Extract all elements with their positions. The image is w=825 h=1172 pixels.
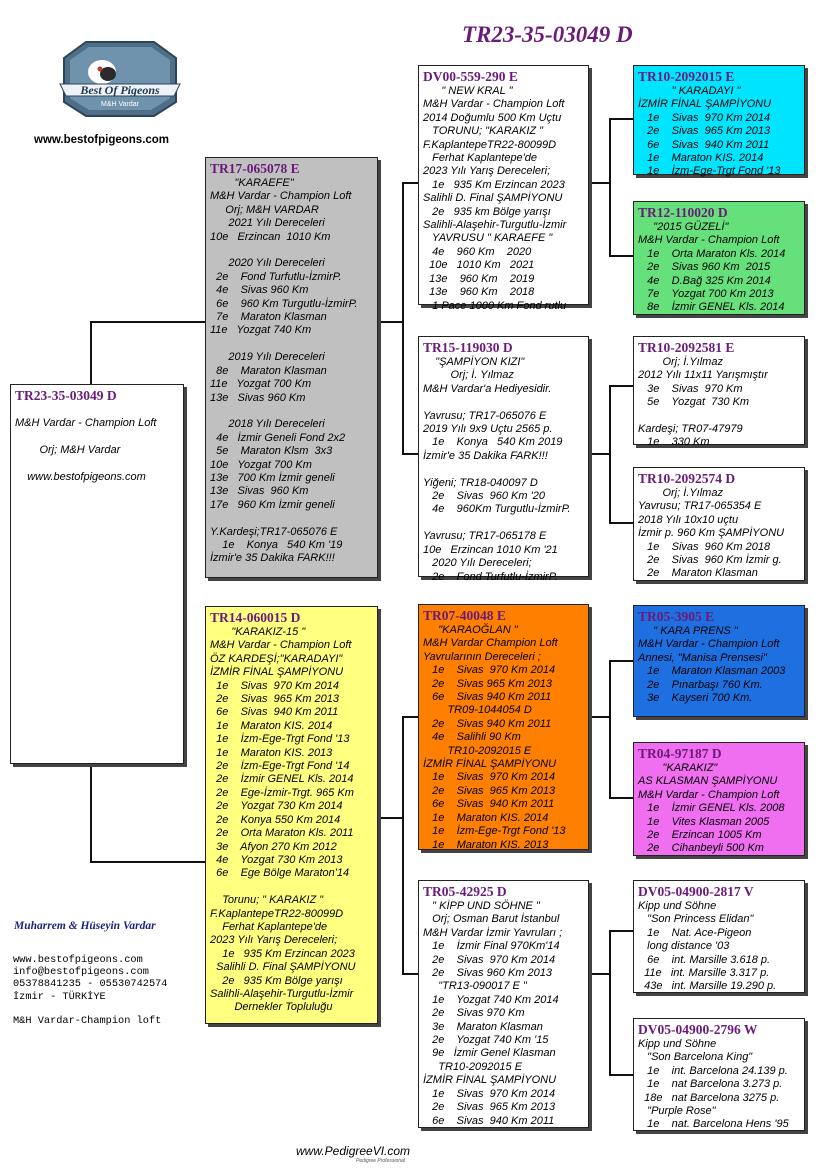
connector-line — [589, 453, 610, 455]
result-line: 2e Erzincan 1005 Km — [638, 829, 762, 842]
ring-number: TR12-110020 D — [638, 205, 728, 220]
result-line: 2e Cihanbeyli 500 Km — [638, 842, 764, 855]
ring-number: TR04-97187 D — [638, 746, 722, 761]
result-line: 1e Maraton KIS. 2014 — [423, 811, 549, 824]
connector-line — [609, 522, 633, 524]
pigeon-card-ssd — [633, 201, 805, 315]
result-line: 1e Sivas 970 Km 2014 — [638, 111, 771, 124]
result-line — [423, 463, 584, 476]
result-line: 11e int. Marsille 3.317 p. — [638, 967, 770, 980]
result-line: 4e 960Km Turgutlu-İzmirP. — [423, 503, 571, 516]
result-line — [210, 405, 373, 418]
connector-line — [90, 321, 92, 385]
result-line: 1e 330 Km — [638, 436, 710, 449]
result-line: 2023 Yılı Yarış Dereceleri; — [210, 934, 338, 947]
result-line: M&H Vardar - Champion Loft — [210, 190, 352, 203]
result-line: 1e İzmir GENEL Kls. 2008 — [638, 802, 785, 815]
pigeon-card-dam-sire — [418, 604, 589, 850]
result-line: 2e Sivas 965 Km 2013 — [210, 693, 340, 706]
connector-line — [609, 118, 611, 256]
result-line: 43e int. Marsille 19.290 p. — [638, 980, 777, 993]
result-line — [423, 396, 584, 409]
logo — [56, 38, 184, 118]
result-line: 13e Sivas 960 Km — [210, 485, 309, 498]
contact-block — [13, 954, 167, 1027]
ring-number: TR05-3905 E — [638, 609, 715, 624]
result-line: İzmir'e 35 Dakika FARK!!! — [423, 449, 548, 462]
race-results — [638, 900, 800, 994]
result-line — [15, 404, 179, 417]
result-line: 6e Sivas 940 Km 2011 — [423, 691, 552, 704]
result-line: 1e Vites Klasman 2005 — [638, 815, 770, 828]
result-line: M&H Vardar - Champion Loft — [210, 639, 352, 652]
result-line: Salihli-Alaşehir-Turgutlu-İzmir — [210, 987, 354, 1000]
result-line: Ferhat Kaplantepe'de — [210, 920, 328, 933]
result-line: 4e Salihli 90 Km — [423, 731, 521, 744]
race-results — [423, 85, 584, 313]
result-line: TR09-1044054 D — [423, 704, 532, 717]
race-results — [15, 404, 179, 484]
result-line: 2e Pınarbaşı 760 Km. — [638, 678, 763, 691]
result-line: 2e 935 Km Bölge yarışı — [210, 974, 343, 987]
result-line: 6e Sivas 940 Km 2011 — [423, 1114, 555, 1127]
connector-line — [609, 385, 633, 387]
result-line: İZMİR FİNAL ŞAMPİYONU — [210, 666, 344, 679]
result-line: 2e Sivas 960 Km İzmir g. — [638, 554, 782, 567]
contact-line[interactable]: www.bestofpigeons.com — [13, 954, 143, 966]
result-line — [15, 458, 179, 471]
ring-number: TR15-119030 D — [423, 340, 513, 355]
result-line: 1 Pace 1000 Km Fond rutlu — [423, 299, 567, 312]
result-line: 1e int. Barcelona 24.139 p. — [638, 1064, 788, 1077]
result-line: " NEW KRAL " — [423, 85, 513, 97]
result-line: 2e Sivas 970 Km — [423, 1007, 525, 1020]
result-line — [210, 881, 373, 894]
connector-line — [402, 453, 418, 455]
race-results — [638, 356, 800, 450]
connector-line — [609, 660, 633, 662]
result-line: 6e 960 Km Turgutlu-İzmirP. — [210, 297, 358, 310]
result-line: 13e Sivas 960 Km — [210, 391, 306, 404]
result-line: " KARADAYI " — [638, 85, 741, 97]
result-line: 11e Yozgat 700 Km — [210, 378, 312, 391]
result-line: Salihli D. Final ŞAMPİYONU — [210, 961, 356, 974]
result-line: 1e Orta Maraton Kls. 2014 — [638, 247, 786, 260]
result-line: 2e Sivas 960 Km 2013 — [423, 967, 553, 980]
pigeon-card-dam — [205, 606, 378, 1024]
result-line: 1e Konya 540 Km '19 — [210, 538, 343, 551]
result-line: İZMİR FİNAL ŞAMPİYONU — [423, 758, 557, 771]
result-line: Annesi, "Manisa Prensesi" — [638, 651, 767, 664]
result-line: 13e 960 Km 2019 — [423, 272, 535, 285]
result-line: M&H Vardar İzmir Yavruları ; — [423, 926, 563, 939]
result-line: 4e Sivas 960 Km — [210, 284, 309, 297]
result-line: 2019 Yılı 9x9 Uçtu 2565 p. — [423, 423, 553, 436]
pigeon-logo-icon — [56, 38, 184, 118]
result-line: "KARAEFE" — [210, 177, 294, 189]
result-line: Yavrusu; TR17-065178 E — [423, 530, 547, 543]
result-line: 2e Sivas 960 Km '20 — [423, 490, 545, 503]
result-line — [210, 512, 373, 525]
result-line — [15, 431, 179, 444]
result-line: F.KaplantepeTR22-80099D — [423, 138, 557, 151]
result-line: Y.Kardeşi;TR17-065076 E — [210, 525, 338, 538]
result-line: İZMİR FİNAL ŞAMPİYONU — [423, 1074, 557, 1087]
ring-number: TR17-065078 E — [210, 161, 300, 176]
result-line: 13e 700 Km İzmir geneli — [210, 471, 335, 484]
connector-line — [589, 973, 610, 975]
result-line: 1e Konya 540 Km 2019 — [423, 436, 563, 449]
result-line: Yiğeni; TR18-040097 D — [423, 476, 538, 489]
result-line: "KARAKIZ" — [638, 762, 718, 774]
ring-number: DV05-04900-2796 W — [638, 1022, 758, 1037]
pigeon-card-sire-dam — [418, 336, 589, 583]
result-line: 2e Konya 550 Km 2014 — [210, 813, 341, 826]
result-line: www.bestofpigeons.com — [15, 471, 146, 484]
result-line: 1e 935 Km Erzincan 2023 — [423, 178, 565, 191]
result-line: 2018 Yılı 10x10 uçtu — [638, 513, 739, 526]
race-results — [638, 625, 800, 705]
contact-line: 05378841235 - 05530742574 — [13, 978, 168, 991]
pigeon-card-sire-sire — [418, 65, 589, 312]
pigeon-card-sire — [205, 157, 378, 578]
result-line: 4e 960 Km 2020 — [423, 245, 532, 258]
result-line: Torunu; " KARAKIZ " — [210, 894, 324, 907]
result-line: 1e Yozgat 740 Km 2014 — [423, 993, 559, 1006]
result-line: M&H Vardar - Champion Loft — [423, 98, 565, 111]
result-line: 2012 Yılı 11x11 Yarışmıştır — [638, 369, 768, 382]
pigeon-card-ddd — [633, 1018, 805, 1131]
connector-line — [402, 182, 418, 184]
result-line: 2e Sivas 960 Km 2015 — [638, 261, 771, 274]
result-line: 10e Erzincan 1010 Km '21 — [423, 543, 558, 556]
connector-line — [609, 660, 611, 798]
result-line: 6e int. Marsille 3.618 p. — [638, 953, 771, 966]
result-line: 6e Ege Bölge Maraton'14 — [210, 867, 350, 880]
result-line: 2e 935 km Bölge yarışı — [423, 205, 551, 218]
result-line: İzmir p. 960 Km ŞAMPİYONU — [638, 527, 785, 540]
result-line: 1e Maraton KIS. 2014 — [210, 719, 333, 732]
race-results — [638, 85, 800, 179]
result-line: Kardeşi; TR07-47979 — [638, 423, 743, 436]
result-line: İzmir'e 35 Dakika FARK!!! — [210, 552, 335, 565]
result-line: 1e 935 Km Erzincan 2023 — [210, 947, 355, 960]
connector-line — [90, 321, 205, 323]
result-line: "KARAKIZ-15 " — [210, 626, 306, 638]
result-line: M&H Vardar - Champion Loft — [15, 417, 157, 430]
connector-line — [609, 255, 633, 257]
result-line: M&H Vardar - Champion Loft — [638, 638, 780, 651]
result-line: Yavrularının Dereceleri ; — [423, 650, 541, 663]
ring-number: TR05-42925 D — [423, 884, 507, 899]
result-line: İZMİR FİNAL ŞAMPİYONU — [638, 98, 772, 111]
ring-number: TR14-060015 D — [210, 610, 301, 625]
result-line: Orj; İ.Yılmaz — [638, 487, 723, 499]
race-results — [210, 626, 373, 1015]
result-line: 1e Maraton KIS. 2014 — [638, 152, 764, 165]
result-line: 2e İzm-Ege-Trgt Fond '14 — [210, 760, 350, 773]
result-line: 2e Ege-İzmir-Trgt. 965 Km — [210, 786, 354, 799]
connector-line — [609, 385, 611, 523]
result-line: "Purple Rose" — [638, 1105, 716, 1118]
result-line: 1e Sivas 970 Km 2014 — [423, 664, 556, 677]
result-line: 1e İzm-Ege-Trgt Fond '13 — [423, 825, 566, 838]
connector-line — [402, 182, 404, 454]
footer-brand[interactable] — [296, 1144, 410, 1164]
contact-line: İzmir - TÜRKİYE — [13, 990, 106, 1003]
result-line: 3e Sivas 970 Km — [638, 382, 743, 395]
result-line: 2e Fond Turfutlu-İzmirP. — [210, 270, 342, 283]
result-line: Yavrusu; TR17-065354 E — [638, 500, 762, 513]
result-line: Salihli-Alaşehir-Turgutlu-İzmir — [423, 219, 567, 232]
pigeon-card-dam-dam — [418, 880, 589, 1128]
pigeon-card-sds — [633, 336, 805, 449]
result-line: "2015 GÜZELİ" — [638, 221, 729, 233]
connector-line — [609, 797, 633, 799]
result-line: 2e Yozgat 740 Km '15 — [423, 1034, 549, 1047]
result-line: 2e Orta Maraton Kls. 2011 — [210, 827, 354, 840]
result-line: long distance '03 — [638, 940, 730, 953]
result-line: Dernekler Topluluğu — [210, 1001, 333, 1014]
result-line: 2e Sivas 965 Km 2013 — [423, 677, 553, 690]
result-line: 3e Maraton Klasman — [423, 1020, 543, 1033]
result-line: 5e Maraton Klsm 3x3 — [210, 445, 333, 458]
logo-website[interactable]: www.bestofpigeons.com — [34, 134, 170, 146]
connector-line — [402, 973, 418, 975]
result-line: 1e Sivas 970 Km 2014 — [423, 771, 556, 784]
result-line: 1e Nat. Ace-Pigeon — [638, 926, 752, 939]
ring-number: DV05-04900-2817 V — [638, 884, 754, 899]
result-line: "KARAOĞLAN " — [423, 624, 518, 636]
result-line: Kipp und Söhne — [638, 900, 717, 912]
result-line: Kipp und Söhne — [638, 1038, 717, 1050]
result-line: Salihli D. Final ŞAMPİYONU — [423, 192, 563, 205]
footer-tagline: Pedigree Professional — [356, 1158, 405, 1164]
result-line: 6e Sivas 940 Km 2011 — [423, 798, 555, 811]
result-line: AS KLASMAN ŞAMPİYONU — [638, 775, 778, 788]
result-line: 8e İzmir GENEL Kls. 2014 — [638, 301, 785, 314]
result-line: M&H Vardar - Champion Loft — [638, 234, 780, 247]
result-line: "Son Barcelona King" — [638, 1051, 753, 1064]
result-line: 1e Sivas 970 Km 2014 — [423, 1087, 556, 1100]
result-line: 2e Sivas 970 Km 2014 — [423, 953, 556, 966]
result-line: YAVRUSU " KARAEFE " — [423, 232, 553, 245]
result-line: 1e nat. Barcelona Hens '95 — [638, 1118, 789, 1131]
result-line: 2e Sivas 940 Km 2011 — [423, 717, 552, 730]
result-line — [210, 244, 373, 257]
contact-line — [13, 1003, 167, 1015]
footer-brand-text: www.PedigreeVI.com — [296, 1144, 411, 1158]
ring-number: TR10-2092574 D — [638, 471, 736, 486]
race-results — [423, 356, 584, 584]
result-line: 2020 Yılı Dereceleri; — [423, 557, 532, 570]
ring-number: TR10-2092015 E — [638, 69, 735, 84]
result-line: Orj; M&H Vardar — [15, 444, 121, 457]
result-line: " KARA PRENS " — [638, 625, 738, 637]
race-results — [638, 221, 800, 315]
logo-sub-text: M&H Vardar — [101, 101, 139, 108]
result-line: TR10-2092015 E — [423, 1060, 523, 1073]
connector-line — [402, 716, 418, 718]
pigeon-card-dds — [633, 880, 805, 993]
connector-line — [90, 861, 205, 863]
pigeon-card-dsd — [633, 742, 805, 856]
result-line: 11e Yozgat 740 Km — [210, 324, 312, 337]
result-line: 2e İzmir GENEL Kls. 2014 — [210, 773, 354, 786]
connector-line — [378, 817, 403, 819]
result-line: 6e Sivas 940 Km 2011 — [210, 706, 339, 719]
contact-line[interactable]: info@bestofpigeons.com — [13, 966, 149, 979]
result-line: F.KaplantepeTR22-80099D — [210, 907, 344, 920]
result-line: 2e Sivas 965 Km 2013 — [423, 1101, 556, 1114]
result-line: 2023 Yılı Yarış Dereceleri; — [423, 165, 551, 178]
result-line — [423, 517, 584, 530]
result-line: Orj; İ.Yılmaz — [638, 356, 723, 368]
connector-line — [609, 930, 633, 932]
result-line: 2018 Yılı Dereceleri — [210, 418, 325, 431]
result-line: Orj; M&H VARDAR — [210, 203, 319, 216]
result-line: 2020 Yılı Dereceleri — [210, 257, 325, 270]
ring-number: TR07-40048 E — [423, 608, 506, 623]
result-line: Orj; İ. Yılmaz — [423, 369, 514, 382]
result-line: M&H Vardar'a Hediyesidir. — [423, 382, 552, 395]
race-results — [638, 762, 800, 856]
pigeon-card-sss — [633, 65, 805, 178]
result-line: 2019 Yılı Dereceleri — [210, 351, 325, 364]
page-title: TR23-35-03049 D — [462, 22, 633, 47]
result-line: M&H Vardar - Champion Loft — [638, 788, 780, 801]
logo-main-text: Best Of Pigeons — [80, 83, 160, 97]
result-line: 1e nat Barcelona 3.273 p. — [638, 1078, 783, 1091]
result-line: " KİPP UND SÖHNE " — [423, 900, 540, 912]
result-line: 2e Maraton Klasman — [638, 567, 758, 580]
result-line: 6e Sivas 940 Km 2011 — [638, 138, 770, 151]
result-line: ÖZ KARDEŞİ;"KARADAYI" — [210, 652, 343, 665]
result-line — [210, 338, 373, 351]
connector-line — [609, 118, 633, 120]
result-line: 1e Sivas 970 Km 2014 — [210, 679, 340, 692]
result-line: 10e Yozgat 700 Km — [210, 458, 312, 471]
connector-line — [609, 930, 611, 1075]
pigeon-card-sdd — [633, 467, 805, 581]
result-line: TR10-2092015 E — [423, 744, 532, 757]
result-line: 1e Maraton KIS. 2013 — [210, 746, 333, 759]
result-line: 10e Erzincan 1010 Km — [210, 230, 331, 243]
result-line: 1e İzm-Ege-Trgt Fond '13 — [210, 733, 350, 746]
ring-number: DV00-559-290 E — [423, 69, 518, 84]
connector-line — [402, 716, 404, 974]
pigeon-card-subject — [10, 384, 184, 764]
result-line: Ferhat Kaplantepe'de — [423, 152, 538, 165]
result-line: 1e Maraton KIS. 2013 — [423, 838, 549, 851]
result-line: 17e 960 Km İzmir geneli — [210, 498, 335, 511]
result-line: Orj; Osman Barut İstanbul — [423, 913, 560, 926]
result-line: "Son Princess Elidan" — [638, 913, 754, 926]
race-results — [423, 624, 584, 852]
result-line: Yavrusu; TR17-065076 E — [423, 409, 547, 422]
result-line: 10e 1010 Km 2021 — [423, 259, 535, 272]
result-line: 2e Sivas 965 Km 2013 — [423, 784, 556, 797]
pigeon-card-dss — [633, 605, 805, 717]
result-line: 4e D.Bağ 325 Km 2014 — [638, 274, 771, 287]
result-line: M&H Vardar Champion Loft — [423, 637, 558, 650]
result-line: 4e Yozgat 730 Km 2013 — [210, 853, 343, 866]
result-line: 7e Yozgat 700 Km 2013 — [638, 288, 774, 301]
contact-line: M&H Vardar-Champion loft — [13, 1015, 162, 1028]
result-line: 7e Maraton Klasman — [210, 311, 327, 324]
ring-number: TR10-2092581 E — [638, 340, 735, 355]
race-results — [210, 177, 373, 566]
result-line: 3e Afyon 270 Km 2012 — [210, 840, 337, 853]
result-line: 2021 Yılı Dereceleri — [210, 217, 325, 230]
race-results — [423, 900, 584, 1128]
result-line: "ŞAMPİYON KIZI" — [423, 356, 525, 368]
result-line: 1e Maraton Klasman 2003 — [638, 665, 786, 678]
connector-line — [589, 716, 610, 718]
result-line: 1e Sivas 960 Km 2018 — [638, 540, 771, 553]
result-line: 2e Fond Turfutlu-İzmirP. — [423, 570, 558, 583]
connector-line — [589, 182, 610, 184]
result-line — [638, 410, 800, 423]
connector-line — [90, 760, 92, 862]
result-line: 2014 Doğumlu 500 Km Uçtu — [423, 111, 562, 124]
race-results — [638, 1038, 800, 1132]
result-line: 5e Yozgat 730 Km — [638, 396, 750, 409]
ring-number: TR23-35-03049 D — [15, 388, 117, 403]
result-line: "TR13-090017 E " — [423, 980, 527, 993]
result-line: 9e İzmir Genel Klasman — [423, 1047, 556, 1060]
result-line: 1e İzm-Ege-Trgt Fond '13 — [638, 165, 781, 178]
result-line: 2e Yozgat 730 Km 2014 — [210, 800, 343, 813]
result-line: 4e İzmir Geneli Fond 2x2 — [210, 431, 346, 444]
result-line: 1e İzmir Final 970Km'14 — [423, 940, 560, 953]
result-line: 18e nat Barcelona 3275 p. — [638, 1091, 780, 1104]
result-line: 2e Sivas 965 Km 2013 — [638, 125, 771, 138]
owner-name: Muharrem & Hüseyin Vardar — [14, 920, 156, 932]
result-line: TORUNU; "KARAKIZ " — [423, 125, 544, 138]
connector-line — [609, 1074, 633, 1076]
connector-line — [378, 321, 403, 323]
result-line: 8e Maraton Klasman — [210, 364, 327, 377]
result-line: 3e Kayseri 700 Km. — [638, 692, 753, 705]
race-results — [638, 487, 800, 581]
result-line: 13e 960 Km 2018 — [423, 286, 535, 299]
